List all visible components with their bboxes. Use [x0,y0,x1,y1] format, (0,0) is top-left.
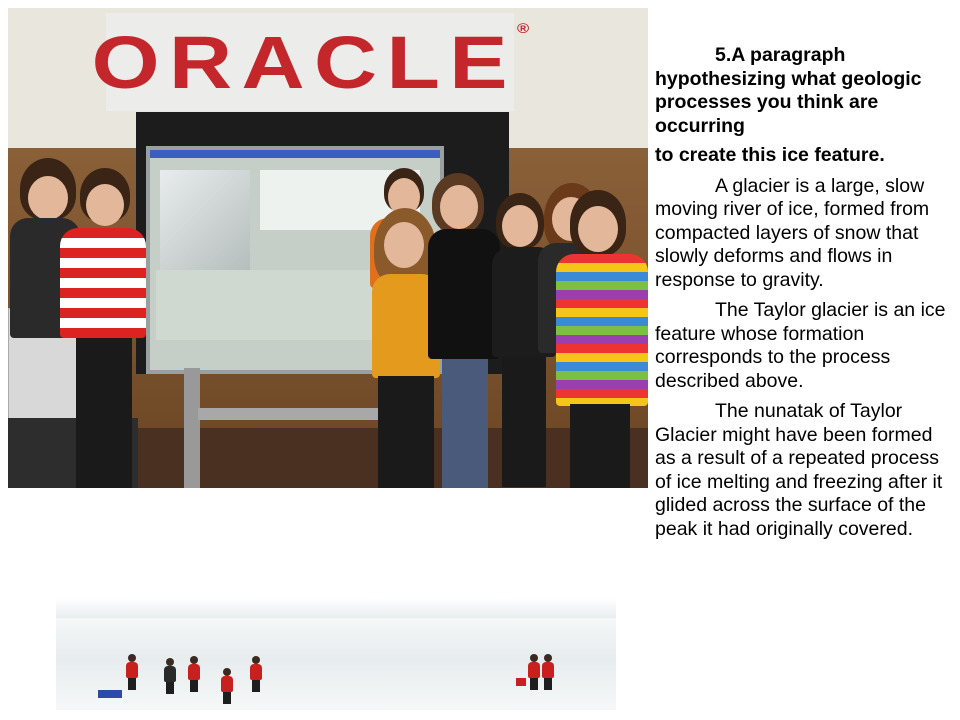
oracle-banner [91,13,529,111]
explorer-4 [221,668,233,704]
paragraph-glacier-definition: A glacier is a large, slow moving river of ice, formed from compacted layers of snow that slowly deforms and flows in response to gravity. [655,174,930,291]
explorer-3 [188,656,200,692]
explorer-6 [528,654,540,690]
board-stand [184,368,200,488]
board-tray [198,408,408,420]
snow-field-photo [56,598,616,710]
explorer-2 [164,658,176,694]
heading-continuation: hypothesizing what geologic processes you think are occurring [655,67,922,137]
distant-ridge [56,598,616,618]
classroom-photo [8,8,648,488]
paragraph-nunatak: The nunatak of Taylor Glacier might have been formed as a result of a repeated process of ice melting and freezing after it glided across the surface of the peak it had originally covered. [655,400,943,540]
explorer-1 [126,654,138,690]
sled-2 [516,678,526,686]
paragraph-taylor-glacier: The Taylor glacier is an ice feature whose formation corresponds to the process described above. [655,299,946,392]
sled-1 [98,690,122,698]
heading-line-2: to create this ice feature. [655,144,885,166]
heading-line-1: 5.A paragraph [715,44,846,66]
explorer-5 [250,656,262,692]
text-column [655,44,955,541]
oracle-logo: ORACLE® [91,19,529,104]
screen-titlebar [150,150,440,158]
explorer-7 [542,654,554,690]
